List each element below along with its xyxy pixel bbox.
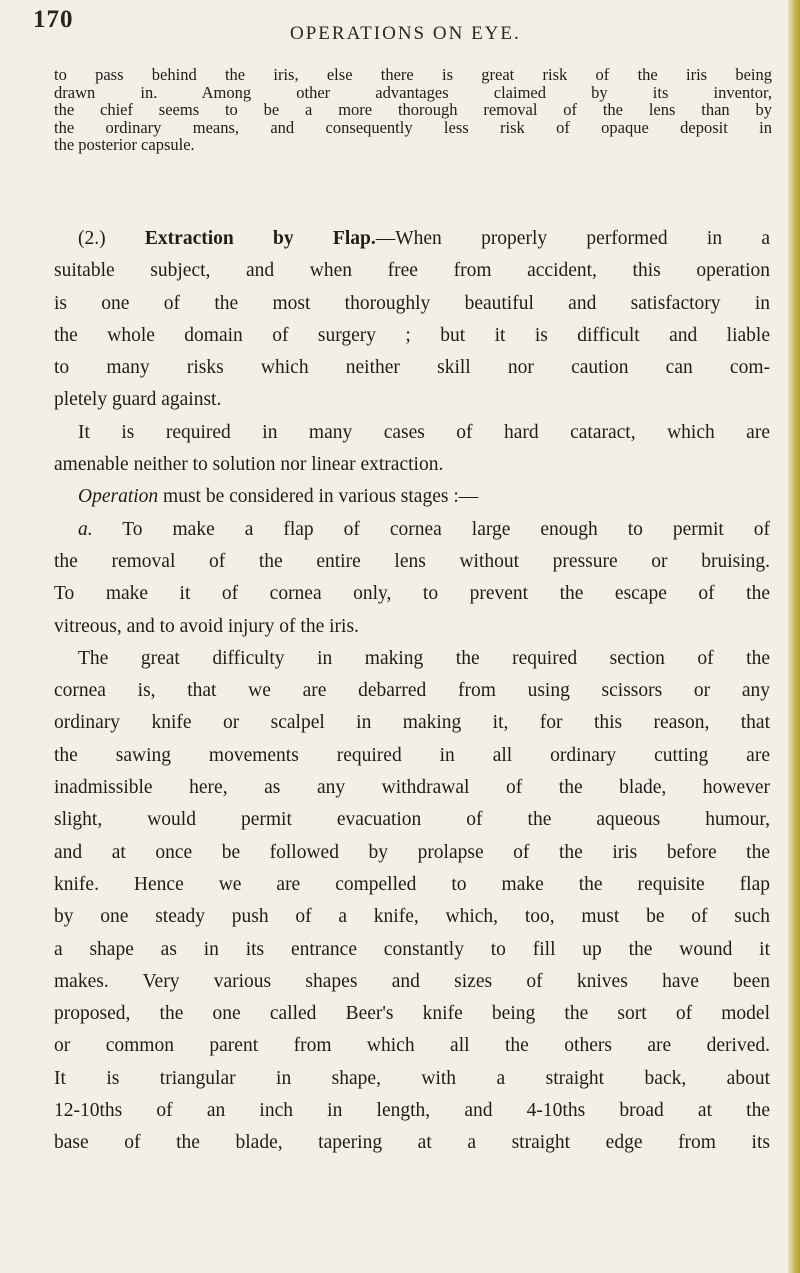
stage-a-label: a. <box>78 518 93 540</box>
text-line: To make it of cornea only, to prevent the escape of the <box>54 583 770 605</box>
running-head: OPERATIONS ON EYE. <box>290 23 521 44</box>
text-line: It is required in many cases of hard cataract, which are <box>78 421 770 443</box>
text-line: the posterior capsule. <box>54 135 195 154</box>
text-line: It is triangular in shape, with a straight back, about <box>54 1067 770 1089</box>
text-line: amenable neither to solution nor linear extraction. <box>54 454 444 476</box>
text-line: knife. Hence we are compelled to make the requisite flap <box>54 873 770 895</box>
text-line: makes. Very various shapes and sizes of knives have been <box>54 970 770 992</box>
page-edge <box>788 0 800 1273</box>
section-first-line: —When properly performed in a <box>375 228 771 249</box>
text-line: 12-10ths of an inch in length, and 4-10ths broad at the <box>54 1100 770 1122</box>
text-line: the ordinary means, and consequently less risk of opaque deposit in <box>54 117 772 137</box>
text-line: vitreous, and to avoid injury of the iris. <box>54 615 359 637</box>
text-line: slight, would permit evacuation of the aqueous humour, <box>54 809 770 831</box>
text-line: base of the blade, tapering at a straight edge from its <box>54 1132 770 1154</box>
section-heading: Extraction by Flap. <box>144 228 376 249</box>
text-line: cornea is, that we are debarred from using scissors or any <box>54 680 770 702</box>
text-line: a shape as in its entrance constantly to fill up the wound it <box>54 938 770 960</box>
section-number: (2.) <box>78 228 106 249</box>
text-line: suitable subject, and when free from accident, this operation <box>54 260 770 282</box>
section-heading-line <box>54 223 770 255</box>
text-line: the removal of the entire lens without pressure or bruising. <box>54 550 770 572</box>
text-line: to many risks which neither skill nor caution can com- <box>54 357 770 379</box>
stage-a-text: To make a flap of cornea large enough to permit of <box>92 518 770 540</box>
text-line: The great difficulty in making the required section of the <box>78 647 770 669</box>
stage-a-line <box>54 514 770 546</box>
text-line: proposed, the one called Beer's knife being the sort of model <box>54 1003 770 1025</box>
main-text <box>54 223 770 1160</box>
text-line: to pass behind the iris, else there is great risk of the iris being <box>54 65 772 84</box>
operation-text: must be considered in various stages :— <box>158 486 479 508</box>
text-line: and at once be followed by prolapse of the iris before the <box>54 841 770 863</box>
text-line: the whole domain of surgery ; but it is difficult and liable <box>54 324 770 346</box>
text-line: drawn in. Among other advantages claimed by its inventor, <box>54 82 772 102</box>
operation-line <box>54 481 770 513</box>
page-number: 170 <box>33 6 74 33</box>
text-line: the chief seems to be a more thorough removal of the lens than by <box>54 100 772 119</box>
text-line: inadmissible here, as any withdrawal of the blade, however <box>54 777 770 799</box>
intro-paragraph <box>54 66 772 154</box>
text-line: the sawing movements required in all ordinary cutting are <box>54 744 770 766</box>
text-line: ordinary knife or scalpel in making it, for this reason, that <box>54 712 770 734</box>
text-line: is one of the most thoroughly beautiful and satisfactory in <box>54 292 770 314</box>
text-line: or common parent from which all the others are derived. <box>54 1035 770 1057</box>
text-line: by one steady push of a knife, which, too, must be of such <box>54 906 770 928</box>
operation-label: Operation <box>78 486 159 508</box>
text-line: pletely guard against. <box>54 389 222 411</box>
